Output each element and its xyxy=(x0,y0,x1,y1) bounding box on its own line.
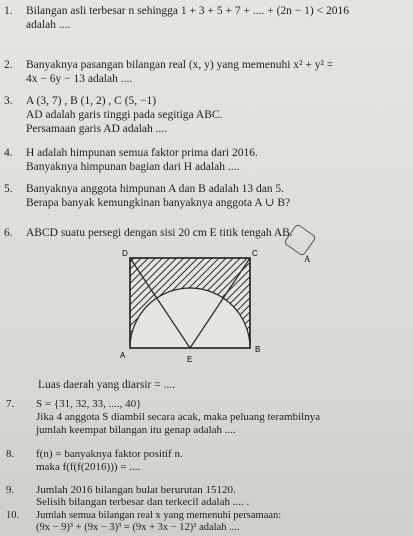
question-text: AD adalah garis tinggi pada segitiga ABC. xyxy=(26,109,223,121)
question-text: Selisih bilangan terbesar dan terkecil adalah .... . xyxy=(36,496,250,508)
question-number: 2. xyxy=(4,59,13,71)
question-text: S = {31, 32, 33, ...., 40} xyxy=(36,398,142,410)
question-text: jumlah keempat bilangan itu genap adalah .... xyxy=(36,424,236,436)
question-text: (9x − 9)³ + (9x − 3)³ = (9x + 3x − 12)³ adalah .... xyxy=(36,522,240,533)
label-e: E xyxy=(187,355,193,364)
label-a: A xyxy=(120,351,126,360)
question-text: Persamaan garis AD adalah .... xyxy=(26,123,168,135)
question-text: adalah .... xyxy=(26,19,71,31)
question-text: A (3, 7) , B (1, 2) , C (5, −1) xyxy=(26,95,157,107)
question-number: 10. xyxy=(6,510,20,521)
question-number: 9. xyxy=(6,484,15,496)
question-text: ABCD suatu persegi dengan sisi 20 cm E titik tengah AB. xyxy=(26,227,293,239)
question-number: 4. xyxy=(4,147,13,159)
question-text: maka f(f(f(2016))) = .... xyxy=(36,461,141,473)
question-text: Banyaknya anggota himpunan A dan B adalah 13 dan 5. xyxy=(26,183,285,195)
question-text: Jika 4 anggota S diambil secara acak, maka peluang terambilnya xyxy=(36,411,321,423)
question-text: 4x − 6y − 13 adalah .... xyxy=(26,73,133,85)
label-c: C xyxy=(252,249,258,258)
question-text: H adalah himpunan semua faktor prima dari 2016. xyxy=(26,147,258,159)
side-label: A xyxy=(304,254,311,264)
question-number: 6. xyxy=(4,227,13,239)
square-figure xyxy=(100,242,280,372)
label-d: D xyxy=(122,249,128,258)
question-number: 8. xyxy=(6,448,15,460)
question-number: 7. xyxy=(6,398,15,410)
question-text: f(n) = banyaknya faktor positif n. xyxy=(36,448,183,460)
question-text: Bilangan asli terbesar n sehingga 1 + 3 + 5 + 7 + .... + (2n − 1) < 2016 xyxy=(26,5,349,17)
question-number: 3. xyxy=(4,95,13,107)
question-number: 5. xyxy=(4,183,13,195)
question-text: Banyaknya pasangan bilangan real (x, y) yang memenuhi x² + y² = xyxy=(26,59,334,71)
question-text: Jumlah 2016 bilangan bulat berurutan 15120. xyxy=(36,484,236,496)
label-b: B xyxy=(255,345,261,354)
question-number: 1. xyxy=(4,5,13,17)
question-text: Berapa banyak kemungkinan banyaknya anggota A ∪ B? xyxy=(26,197,291,209)
question-text: Jumlah semua bilangan real x yang memenuhi persamaan: xyxy=(36,510,282,521)
question-6-prompt: Luas daerah yang diarsir = .... xyxy=(38,379,176,391)
question-text: Banyaknya himpunan bagian dari H adalah .... xyxy=(26,161,240,173)
